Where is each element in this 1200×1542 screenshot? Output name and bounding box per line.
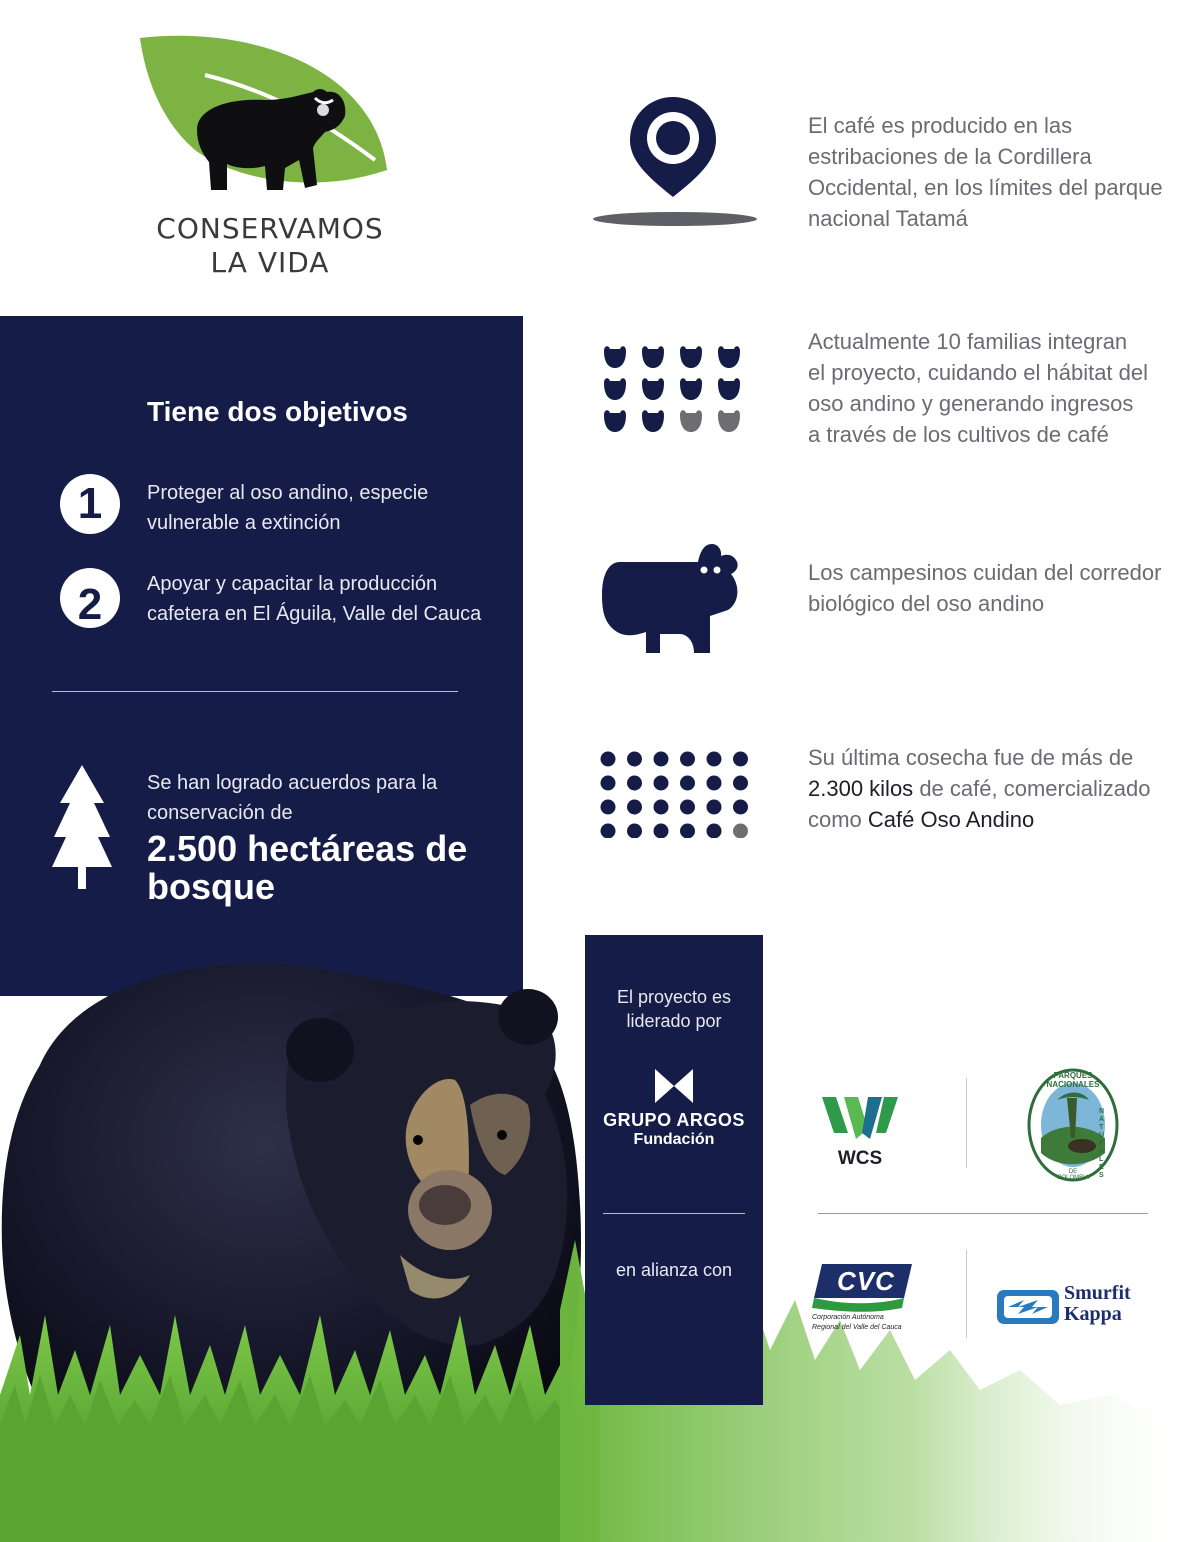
logo-separator <box>966 1250 967 1338</box>
harvest-dot <box>627 824 642 839</box>
cvc-subtitle-2: Regional del Valle del Cauca <box>812 1324 902 1331</box>
argos-name: GRUPO ARGOS <box>603 1110 745 1130</box>
family-bear-head-icon <box>604 410 626 432</box>
andean-bear-photo <box>0 955 600 1542</box>
harvest-dot <box>680 800 695 815</box>
harvest-dot <box>654 776 669 791</box>
family-bear-head-icon <box>604 378 626 400</box>
family-bear-head-icon <box>680 378 702 400</box>
objective-number-2: 2 <box>60 568 120 628</box>
parques-side-label: NATURALES <box>1099 1108 1105 1179</box>
wcs-w-icon <box>822 1093 898 1143</box>
wcs-label: WCS <box>837 1148 883 1169</box>
smurfit-kappa-emblem <box>996 1289 1060 1325</box>
harvest-text-part2: de café, comercializado como <box>808 776 1151 832</box>
panel-divider <box>52 691 458 692</box>
cvc-label: CVC <box>837 1266 895 1296</box>
family-bear-head-icon <box>604 346 626 368</box>
tree-icon <box>52 765 112 890</box>
harvest-brand: Café Oso Andino <box>867 807 1035 832</box>
harvest-dot <box>601 752 616 767</box>
harvest-dot <box>707 752 722 767</box>
argos-emblem-icon <box>654 1068 694 1104</box>
logos-divider <box>818 1213 1148 1214</box>
harvest-dot <box>707 776 722 791</box>
harvest-dot <box>733 752 748 767</box>
objectives-heading: Tiene dos objetivos <box>147 396 408 427</box>
harvest-dot <box>627 800 642 815</box>
agreement-text: Se han logrado acuerdos para la conservación de <box>147 772 438 824</box>
hectares-highlight: 2.500 hectáreas de bosque <box>147 828 468 907</box>
harvest-dot <box>654 800 669 815</box>
bear-icon <box>600 540 742 658</box>
smurfit-label: Smurfit <box>1064 1282 1131 1304</box>
location-fact-text: El café es producido en las estribaciones de la Cordillera Occidental, en los límites del parque nacional Tatamá <box>808 113 1163 231</box>
family-bear-head-icon <box>680 346 702 368</box>
harvest-kilos: 2.300 kilos <box>808 776 914 801</box>
parques-top-label: PARQUES NACIONALES <box>1046 1071 1100 1089</box>
family-bear-head-icon <box>718 378 740 400</box>
farmers-fact-text: Los campesinos cuidan del corredor biológico del oso andino <box>808 560 1162 616</box>
partner-divider <box>603 1213 745 1214</box>
families-bear-grid-icon <box>600 342 750 437</box>
families-fact-text: Actualmente 10 familias integran el proyecto, cuidando el hábitat del oso andino y generando ingresos a través de los cultivos de café <box>808 329 1149 447</box>
harvest-dot <box>627 776 642 791</box>
location-pin-icon <box>592 95 760 230</box>
harvest-dot <box>627 752 642 767</box>
harvest-dot <box>733 800 748 815</box>
harvest-dot <box>601 824 616 839</box>
parques-nacionales-logo <box>1027 1068 1119 1183</box>
objective-number-1: 1 <box>60 474 120 534</box>
harvest-dot <box>680 824 695 839</box>
logo-separator <box>966 1078 967 1168</box>
harvest-dot-grid-icon <box>600 750 750 838</box>
harvest-dot <box>654 752 669 767</box>
cvc-logo <box>812 1262 916 1342</box>
logo-line-2: LA VIDA <box>210 246 330 279</box>
grupo-argos-logo <box>585 1068 763 1149</box>
harvest-dot <box>601 776 616 791</box>
harvest-dot <box>733 824 748 839</box>
lead-text: El proyecto es liderado por <box>616 987 732 1031</box>
harvest-fact-text <box>808 742 1188 835</box>
family-bear-head-icon <box>718 410 740 432</box>
kappa-label: Kappa <box>1064 1303 1122 1325</box>
harvest-dot <box>680 776 695 791</box>
harvest-dot <box>654 824 669 839</box>
family-bear-head-icon <box>680 410 702 432</box>
conservamos-la-vida-logo <box>135 30 395 290</box>
family-bear-head-icon <box>642 346 664 368</box>
cvc-subtitle-1: Corporación Autónoma <box>812 1314 884 1321</box>
family-bear-head-icon <box>718 346 740 368</box>
harvest-text-part1: Su última cosecha fue de más de <box>808 745 1134 770</box>
objective-text-1: Proteger al oso andino, especie vulnerable a extinción <box>147 482 429 534</box>
harvest-dot <box>680 752 695 767</box>
objective-text-2: Apoyar y capacitar la producción cafetera en El Águila, Valle del Cauca <box>147 573 482 625</box>
family-bear-head-icon <box>642 410 664 432</box>
argos-subtitle: Fundación <box>633 1131 715 1148</box>
logo-line-1: CONSERVAMOS <box>156 212 384 245</box>
parques-bottom-label: DE COLOMBIA <box>1057 1169 1089 1181</box>
harvest-dot <box>707 824 722 839</box>
harvest-dot <box>707 800 722 815</box>
wcs-logo <box>822 1093 898 1173</box>
alliance-text: en alianza con <box>615 1260 733 1280</box>
harvest-dot <box>601 800 616 815</box>
smurfit-kappa-logo <box>996 1283 1146 1333</box>
family-bear-head-icon <box>642 378 664 400</box>
leaf-bear-emblem <box>135 30 395 205</box>
harvest-dot <box>733 776 748 791</box>
